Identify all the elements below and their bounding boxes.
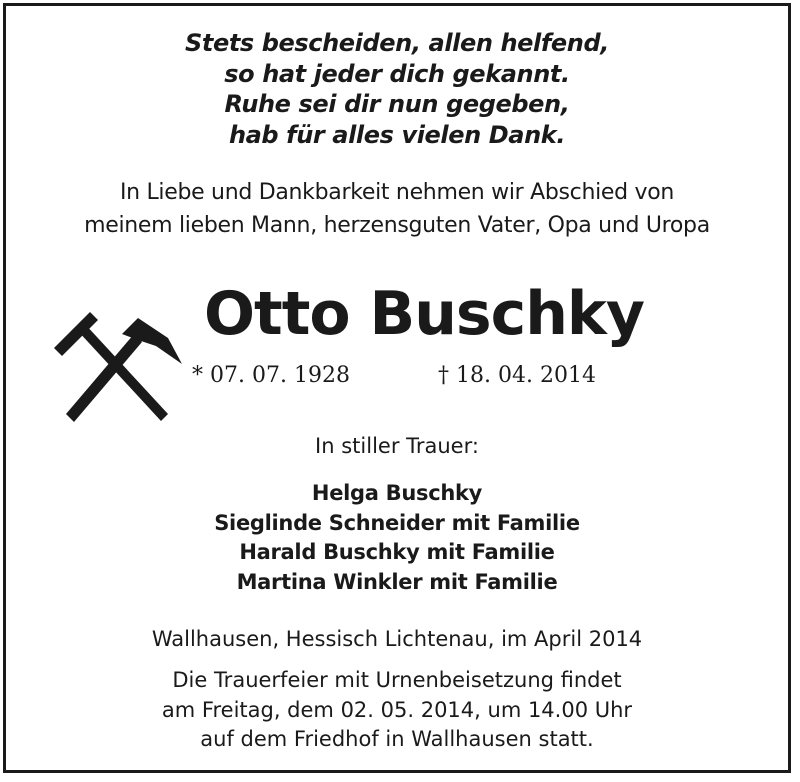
place-and-date: Wallhausen, Hessisch Lichtenau, im April 2014 xyxy=(151,627,643,651)
deceased-name: Otto Buschky xyxy=(204,279,644,349)
verse-line: so hat jeder dich gekannt. xyxy=(224,59,570,88)
death-date: † 18. 04. 2014 xyxy=(438,363,596,388)
verse-line: Ruhe sei dir nun gegeben, xyxy=(224,90,570,118)
obituary-frame xyxy=(3,3,791,773)
verse-line: hab für alles vielen Dank. xyxy=(228,120,566,149)
funeral-line: Die Trauerfeier mit Urnenbeisetzung findet xyxy=(172,668,622,692)
funeral-notice xyxy=(6,666,788,755)
farewell-intro xyxy=(6,176,788,242)
mourner-entry: Harald Buschky mit Familie xyxy=(239,540,555,564)
funeral-line: auf dem Friedhof in Wallhausen statt. xyxy=(200,727,594,751)
mourners-list xyxy=(6,479,788,597)
hammer-and-pick-icon xyxy=(50,304,186,430)
mourner-entry: Sieglinde Schneider mit Familie xyxy=(214,510,580,535)
mourner-entry: Helga Buschky xyxy=(311,481,483,505)
mourning-label: In stiller Trauer: xyxy=(315,434,479,458)
intro-line: In Liebe und Dankbarkeit nehmen wir Abschied von xyxy=(119,180,675,205)
memorial-verse xyxy=(6,28,788,150)
funeral-line: am Freitag, dem 02. 05. 2014, um 14.00 Uhr xyxy=(161,697,633,722)
mourner-entry: Martina Winkler mit Familie xyxy=(236,569,558,594)
birth-date: * 07. 07. 1928 xyxy=(192,363,350,388)
verse-line: Stets bescheiden, allen helfend, xyxy=(185,29,609,57)
intro-line: meinem lieben Mann, herzensguten Vater, Opa und Uropa xyxy=(84,213,710,238)
